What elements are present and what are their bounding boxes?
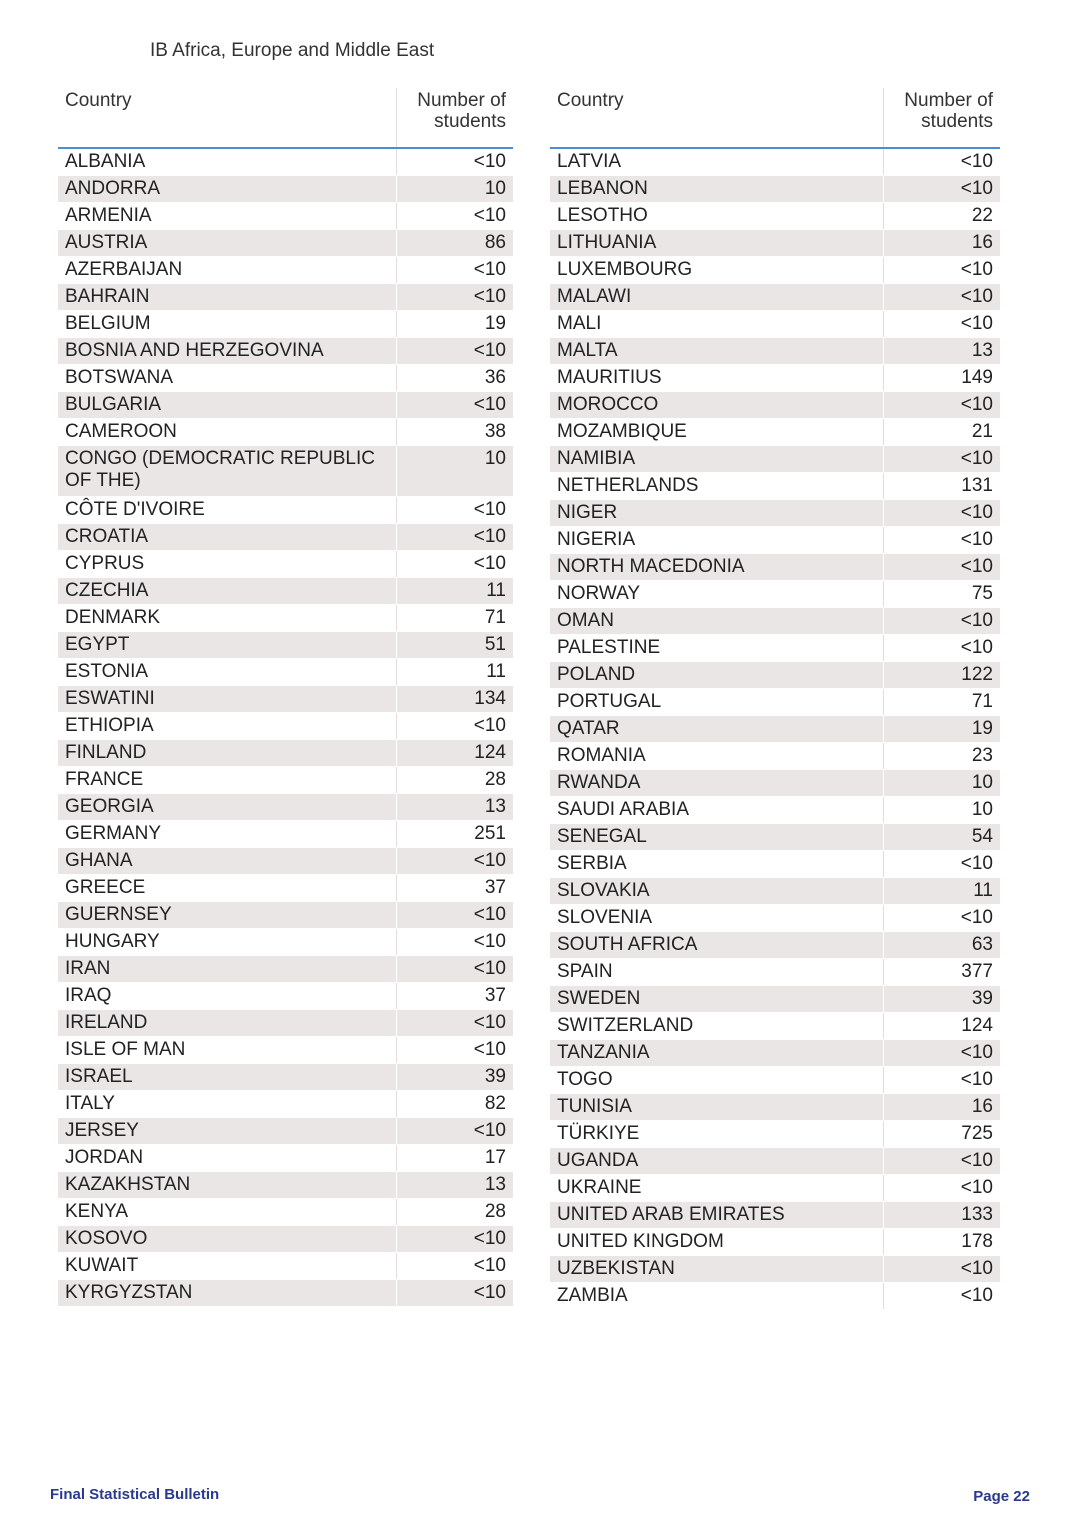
students-cell: <10 [396, 551, 513, 578]
table-row [58, 1064, 513, 1091]
table-row [550, 527, 1000, 554]
country-cell: KYRGYZSTAN [58, 1280, 396, 1307]
country-cell: TÜRKIYE [550, 1121, 883, 1148]
country-cell: KOSOVO [58, 1226, 396, 1253]
table-row [58, 632, 513, 659]
table-row [550, 1013, 1000, 1040]
country-cell: NIGERIA [550, 527, 883, 554]
country-cell: CÔTE D'IVOIRE [58, 497, 396, 524]
students-cell: 22 [883, 203, 1000, 230]
table-row [550, 1148, 1000, 1175]
table-row [550, 284, 1000, 311]
table-row [550, 203, 1000, 230]
students-cell: <10 [396, 1280, 513, 1307]
table-row [550, 1121, 1000, 1148]
students-cell: <10 [883, 284, 1000, 311]
students-cell: 251 [396, 821, 513, 848]
students-cell: 36 [396, 365, 513, 392]
students-cell: 10 [883, 770, 1000, 797]
table-row [58, 713, 513, 740]
table-row [550, 851, 1000, 878]
country-cell: MALTA [550, 338, 883, 365]
students-cell: 122 [883, 662, 1000, 689]
country-cell: ETHIOPIA [58, 713, 396, 740]
country-table-right [550, 88, 1000, 1310]
country-cell: SWITZERLAND [550, 1013, 883, 1040]
country-cell: OMAN [550, 608, 883, 635]
country-cell: AUSTRIA [58, 230, 396, 257]
country-cell: SERBIA [550, 851, 883, 878]
table-row [58, 1091, 513, 1118]
students-cell: 134 [396, 686, 513, 713]
table-row [58, 848, 513, 875]
country-cell: UZBEKISTAN [550, 1256, 883, 1283]
students-cell: <10 [883, 1256, 1000, 1283]
table-row [58, 578, 513, 605]
country-cell: CYPRUS [58, 551, 396, 578]
table-row [58, 875, 513, 902]
table-row [58, 551, 513, 578]
country-cell: GUERNSEY [58, 902, 396, 929]
country-cell: IRAN [58, 956, 396, 983]
students-cell: <10 [396, 203, 513, 230]
students-cell: <10 [396, 713, 513, 740]
country-cell: FINLAND [58, 740, 396, 767]
country-cell: SLOVAKIA [550, 878, 883, 905]
students-cell: 178 [883, 1229, 1000, 1256]
country-cell: GEORGIA [58, 794, 396, 821]
table-row [58, 740, 513, 767]
students-cell: <10 [883, 148, 1000, 176]
students-cell: 19 [883, 716, 1000, 743]
country-cell: CONGO (DEMOCRATIC REPUBLIC OF THE) [58, 446, 396, 497]
table-row [550, 473, 1000, 500]
students-cell: 11 [883, 878, 1000, 905]
students-cell: <10 [396, 392, 513, 419]
table-row [58, 1037, 513, 1064]
table-row [550, 797, 1000, 824]
students-cell: 28 [396, 1199, 513, 1226]
table-row [550, 1175, 1000, 1202]
country-cell: BELGIUM [58, 311, 396, 338]
table-row [550, 338, 1000, 365]
country-cell: POLAND [550, 662, 883, 689]
table-row [550, 689, 1000, 716]
students-cell: 28 [396, 767, 513, 794]
country-cell: IRELAND [58, 1010, 396, 1037]
country-cell: GHANA [58, 848, 396, 875]
table-body [58, 148, 513, 1307]
table-row [58, 1226, 513, 1253]
students-cell: 124 [883, 1013, 1000, 1040]
students-cell: <10 [396, 902, 513, 929]
country-cell: SAUDI ARABIA [550, 797, 883, 824]
country-cell: BOTSWANA [58, 365, 396, 392]
country-cell: ISLE OF MAN [58, 1037, 396, 1064]
students-cell: <10 [396, 1226, 513, 1253]
students-cell: <10 [883, 554, 1000, 581]
country-cell: MAURITIUS [550, 365, 883, 392]
table-row [550, 581, 1000, 608]
table-row [550, 1094, 1000, 1121]
students-cell: 39 [396, 1064, 513, 1091]
students-cell: <10 [396, 1118, 513, 1145]
country-cell: ARMENIA [58, 203, 396, 230]
country-cell: ROMANIA [550, 743, 883, 770]
students-cell: <10 [396, 284, 513, 311]
students-cell: 16 [883, 230, 1000, 257]
table-row [58, 821, 513, 848]
country-cell: TOGO [550, 1067, 883, 1094]
students-cell: 37 [396, 875, 513, 902]
country-cell: RWANDA [550, 770, 883, 797]
students-cell: <10 [883, 1283, 1000, 1310]
table-row [58, 983, 513, 1010]
country-cell: EGYPT [58, 632, 396, 659]
students-cell: <10 [883, 1175, 1000, 1202]
country-column-header: Country [58, 88, 396, 148]
students-cell: <10 [883, 500, 1000, 527]
table-row [58, 1118, 513, 1145]
students-cell: <10 [396, 257, 513, 284]
students-cell: <10 [883, 311, 1000, 338]
country-cell: MOZAMBIQUE [550, 419, 883, 446]
country-cell: LITHUANIA [550, 230, 883, 257]
table-row [550, 554, 1000, 581]
students-cell: <10 [883, 905, 1000, 932]
country-cell: SLOVENIA [550, 905, 883, 932]
table-row [58, 1253, 513, 1280]
table-row [58, 338, 513, 365]
country-cell: ISRAEL [58, 1064, 396, 1091]
students-cell: <10 [396, 1010, 513, 1037]
students-cell: 10 [883, 797, 1000, 824]
table-row [550, 1202, 1000, 1229]
country-cell: LESOTHO [550, 203, 883, 230]
country-cell: AZERBAIJAN [58, 257, 396, 284]
country-cell: PORTUGAL [550, 689, 883, 716]
table-row [58, 392, 513, 419]
table-row [58, 902, 513, 929]
country-cell: ESWATINI [58, 686, 396, 713]
country-cell: CROATIA [58, 524, 396, 551]
country-cell: QATAR [550, 716, 883, 743]
country-cell: MALAWI [550, 284, 883, 311]
country-cell: DENMARK [58, 605, 396, 632]
students-cell: 13 [396, 1172, 513, 1199]
students-cell: <10 [396, 848, 513, 875]
table-row [58, 686, 513, 713]
students-cell: 19 [396, 311, 513, 338]
country-cell: KENYA [58, 1199, 396, 1226]
table-row [550, 365, 1000, 392]
students-cell: 63 [883, 932, 1000, 959]
country-cell: SPAIN [550, 959, 883, 986]
table-row [58, 1199, 513, 1226]
table-row [58, 148, 513, 176]
table-row [58, 605, 513, 632]
table-row [58, 230, 513, 257]
country-cell: ANDORRA [58, 176, 396, 203]
students-cell: 86 [396, 230, 513, 257]
students-cell: 39 [883, 986, 1000, 1013]
country-cell: NORTH MACEDONIA [550, 554, 883, 581]
country-cell: CZECHIA [58, 578, 396, 605]
table-row [550, 1283, 1000, 1310]
table-row [550, 608, 1000, 635]
table-body [550, 148, 1000, 1310]
country-cell: BOSNIA AND HERZEGOVINA [58, 338, 396, 365]
table-row [58, 1280, 513, 1307]
students-cell: <10 [396, 1253, 513, 1280]
students-cell: <10 [883, 446, 1000, 473]
students-cell: <10 [883, 1067, 1000, 1094]
footer-title: Final Statistical Bulletin [50, 1486, 220, 1503]
students-cell: 149 [883, 365, 1000, 392]
table-row [550, 716, 1000, 743]
country-cell: UGANDA [550, 1148, 883, 1175]
students-cell: <10 [396, 1037, 513, 1064]
table-row [550, 770, 1000, 797]
table-row [58, 767, 513, 794]
students-cell: 725 [883, 1121, 1000, 1148]
table-row [550, 176, 1000, 203]
table-row [550, 905, 1000, 932]
students-column-header: Number of students [396, 88, 513, 148]
students-cell: 71 [396, 605, 513, 632]
students-cell: 54 [883, 824, 1000, 851]
country-cell: NAMIBIA [550, 446, 883, 473]
table-row [550, 635, 1000, 662]
students-cell: 11 [396, 659, 513, 686]
table-row [550, 986, 1000, 1013]
students-cell: 75 [883, 581, 1000, 608]
students-cell: 13 [396, 794, 513, 821]
country-cell: TUNISIA [550, 1094, 883, 1121]
table-row [58, 929, 513, 956]
country-cell: NORWAY [550, 581, 883, 608]
table-row [550, 932, 1000, 959]
table-row [550, 1067, 1000, 1094]
students-cell: 131 [883, 473, 1000, 500]
students-cell: 38 [396, 419, 513, 446]
students-cell: 124 [396, 740, 513, 767]
country-table-left [58, 88, 513, 1307]
table-row [58, 176, 513, 203]
table-row [58, 794, 513, 821]
country-cell: IRAQ [58, 983, 396, 1010]
country-cell: NIGER [550, 500, 883, 527]
table-row [550, 959, 1000, 986]
country-cell: ZAMBIA [550, 1283, 883, 1310]
students-cell: <10 [883, 392, 1000, 419]
table-row [58, 524, 513, 551]
students-cell: <10 [883, 608, 1000, 635]
students-cell: 377 [883, 959, 1000, 986]
students-cell: <10 [396, 497, 513, 524]
students-cell: <10 [883, 527, 1000, 554]
students-cell: 16 [883, 1094, 1000, 1121]
country-cell: ITALY [58, 1091, 396, 1118]
table-row [58, 659, 513, 686]
students-cell: 133 [883, 1202, 1000, 1229]
table-row [58, 1172, 513, 1199]
students-cell: <10 [883, 257, 1000, 284]
table-row [58, 203, 513, 230]
table-row [58, 419, 513, 446]
table-row [550, 878, 1000, 905]
table-header-row [550, 88, 1000, 148]
country-cell: BAHRAIN [58, 284, 396, 311]
table-row [58, 365, 513, 392]
table-row [550, 824, 1000, 851]
country-cell: JORDAN [58, 1145, 396, 1172]
table-row [58, 1145, 513, 1172]
students-cell: <10 [883, 176, 1000, 203]
table-row [58, 956, 513, 983]
table-row [58, 446, 513, 497]
country-cell: LEBANON [550, 176, 883, 203]
section-title: IB Africa, Europe and Middle East [150, 40, 435, 61]
country-cell: MOROCCO [550, 392, 883, 419]
table-header-row [58, 88, 513, 148]
country-cell: LUXEMBOURG [550, 257, 883, 284]
country-cell: NETHERLANDS [550, 473, 883, 500]
table-row [550, 1256, 1000, 1283]
table-row [550, 230, 1000, 257]
table-row [58, 257, 513, 284]
country-cell: GREECE [58, 875, 396, 902]
country-column-header: Country [550, 88, 883, 148]
country-cell: HUNGARY [58, 929, 396, 956]
students-cell: <10 [883, 635, 1000, 662]
students-cell: <10 [396, 524, 513, 551]
country-cell: UNITED ARAB EMIRATES [550, 1202, 883, 1229]
country-cell: SOUTH AFRICA [550, 932, 883, 959]
country-cell: CAMEROON [58, 419, 396, 446]
students-cell: <10 [883, 1148, 1000, 1175]
students-cell: 23 [883, 743, 1000, 770]
table-row [550, 446, 1000, 473]
country-cell: GERMANY [58, 821, 396, 848]
country-cell: JERSEY [58, 1118, 396, 1145]
table-row [58, 1010, 513, 1037]
country-cell: ALBANIA [58, 148, 396, 176]
table-row [550, 662, 1000, 689]
students-cell: <10 [883, 1040, 1000, 1067]
table-row [550, 392, 1000, 419]
students-cell: <10 [883, 851, 1000, 878]
students-cell: <10 [396, 148, 513, 176]
table-row [550, 257, 1000, 284]
table-row [550, 148, 1000, 176]
students-cell: 13 [883, 338, 1000, 365]
country-cell: SWEDEN [550, 986, 883, 1013]
table-row [58, 497, 513, 524]
country-cell: MALI [550, 311, 883, 338]
table-row [550, 1040, 1000, 1067]
students-cell: 82 [396, 1091, 513, 1118]
students-cell: <10 [396, 929, 513, 956]
students-cell: 37 [396, 983, 513, 1010]
page-number: Page 22 [973, 1488, 1030, 1505]
students-column-header: Number of students [883, 88, 1000, 148]
table-row [550, 743, 1000, 770]
students-cell: 10 [396, 446, 513, 497]
country-cell: SENEGAL [550, 824, 883, 851]
country-cell: KAZAKHSTAN [58, 1172, 396, 1199]
country-cell: KUWAIT [58, 1253, 396, 1280]
country-cell: LATVIA [550, 148, 883, 176]
students-cell: 51 [396, 632, 513, 659]
table-row [58, 311, 513, 338]
students-cell: 10 [396, 176, 513, 203]
country-cell: TANZANIA [550, 1040, 883, 1067]
table-row [550, 311, 1000, 338]
table-row [58, 284, 513, 311]
country-cell: BULGARIA [58, 392, 396, 419]
country-cell: UNITED KINGDOM [550, 1229, 883, 1256]
students-cell: 11 [396, 578, 513, 605]
students-cell: 17 [396, 1145, 513, 1172]
students-cell: 71 [883, 689, 1000, 716]
country-cell: FRANCE [58, 767, 396, 794]
table-row [550, 1229, 1000, 1256]
country-cell: PALESTINE [550, 635, 883, 662]
students-cell: <10 [396, 956, 513, 983]
country-cell: UKRAINE [550, 1175, 883, 1202]
country-cell: ESTONIA [58, 659, 396, 686]
students-cell: <10 [396, 338, 513, 365]
table-row [550, 419, 1000, 446]
students-cell: 21 [883, 419, 1000, 446]
table-row [550, 500, 1000, 527]
